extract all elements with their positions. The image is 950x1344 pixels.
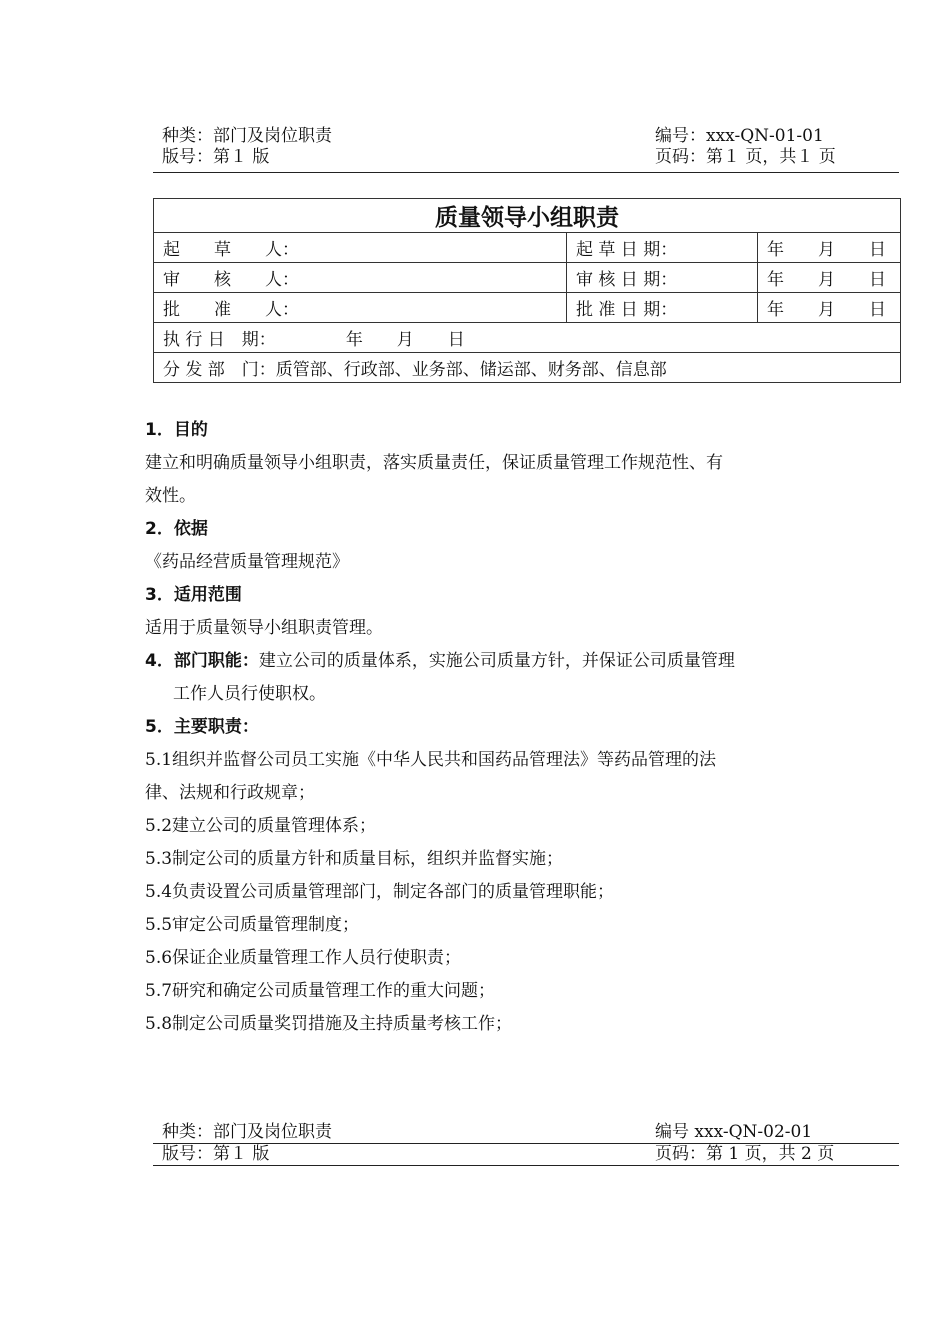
page-header-top xyxy=(153,126,899,173)
doc-code: 编号 xxx-QN-02-01 xyxy=(655,1122,813,1142)
list-item: 5.4负责设置公司质量管理部门，制定各部门的质量管理职能； xyxy=(145,882,615,902)
paragraph: 建立公司的质量体系，实施公司质量方针，并保证公司质量管理 xyxy=(258,651,735,671)
draft-date-label: 起 草 日 期： xyxy=(567,233,758,263)
section-3-heading: 3．适用范围 xyxy=(145,585,242,605)
list-item: 5.6保证企业质量管理工作人员行使职责； xyxy=(145,948,462,968)
document-body xyxy=(145,414,815,1041)
doc-page: 页码：第 1 页，共 2 页 xyxy=(655,1144,835,1164)
approve-date-label: 批 准 日 期： xyxy=(567,293,758,323)
list-item: 5.7研究和确定公司质量管理工作的重大问题； xyxy=(145,981,496,1001)
review-date-label: 审 核 日 期： xyxy=(567,263,758,293)
section-5-heading: 5．主要职责： xyxy=(145,717,259,737)
list-item: 5.8制定公司质量奖罚措施及主持质量考核工作； xyxy=(145,1014,513,1034)
section-4-line xyxy=(145,645,815,678)
list-item: 5.2建立公司的质量管理体系； xyxy=(145,816,377,836)
page-header-bottom xyxy=(153,1122,899,1166)
doc-code: 编号：xxx-QN-01-01 xyxy=(655,126,824,146)
approval-table xyxy=(153,198,901,383)
list-item: 5.5审定公司质量管理制度； xyxy=(145,915,360,935)
list-item: 5.1组织并监督公司员工实施《中华人民共和国药品管理法》等药品管理的法 xyxy=(145,750,717,770)
doc-category: 种类：部门及岗位职责 xyxy=(162,126,332,146)
doc-category: 种类：部门及岗位职责 xyxy=(162,1122,332,1142)
distribution-row: 分 发 部 门：质管部、行政部、业务部、储运部、财务部、信息部 xyxy=(154,353,901,383)
exec-date-value: 年 月 日 xyxy=(345,330,465,350)
approve-date-value: 年 月 日 xyxy=(758,293,901,323)
drafter-label: 起 草 人： xyxy=(154,233,567,263)
paragraph: 建立和明确质量领导小组职责，落实质量责任，保证质量管理工作规范性、有 xyxy=(145,453,723,473)
draft-date-value: 年 月 日 xyxy=(758,233,901,263)
doc-page: 页码：第１ 页，共１ 页 xyxy=(655,147,836,167)
list-item: 律、法规和行政规章； xyxy=(145,783,315,803)
exec-date-label: 执 行 日 期： xyxy=(163,330,276,350)
paragraph: 工作人员行使职权。 xyxy=(173,684,326,704)
header-divider xyxy=(153,172,899,173)
section-2-heading: 2．依据 xyxy=(145,519,208,539)
document-title: 质量领导小组职责 xyxy=(154,199,901,233)
paragraph: 效性。 xyxy=(145,486,196,506)
section-4-heading: 4．部门职能： xyxy=(145,651,259,671)
doc-version: 版号：第１ 版 xyxy=(162,1144,270,1164)
section-1-heading: 1．目的 xyxy=(145,420,208,440)
paragraph: 《药品经营质量管理规范》 xyxy=(145,552,349,572)
review-date-value: 年 月 日 xyxy=(758,263,901,293)
list-item: 5.3制定公司的质量方针和质量目标，组织并监督实施； xyxy=(145,849,564,869)
exec-date-row xyxy=(154,323,901,353)
reviewer-label: 审 核 人： xyxy=(154,263,567,293)
doc-version: 版号：第１ 版 xyxy=(162,147,270,167)
approver-label: 批 准 人： xyxy=(154,293,567,323)
paragraph: 适用于质量领导小组职责管理。 xyxy=(145,618,383,638)
